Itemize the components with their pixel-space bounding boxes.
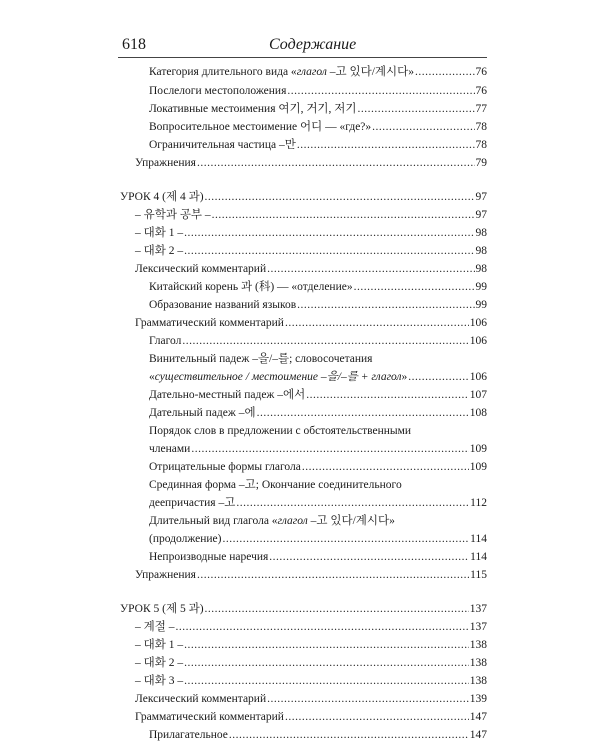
toc-entry-label: «существительное / местоимение –을/–를 + глагол»: [149, 371, 408, 383]
dot-leader: [229, 729, 469, 742]
toc-entry: [149, 121, 487, 134]
toc-entry: [149, 551, 487, 564]
dot-leader: [184, 227, 474, 240]
dot-leader: [269, 551, 469, 564]
dot-leader: [408, 371, 468, 384]
toc-entry-label: Лексический комментарий: [135, 693, 267, 705]
toc-entry-page: 138: [469, 657, 487, 669]
toc-entry-label: Ограничительная частица –만: [149, 139, 296, 151]
dot-leader: [222, 533, 469, 546]
dot-leader: [267, 693, 469, 706]
toc-entry-page: 97: [475, 209, 487, 221]
toc-entry-label: Китайский корень 과 (科) — «отделение»: [149, 281, 353, 293]
toc-entry: [149, 281, 487, 294]
dot-leader: [372, 121, 474, 134]
toc-entry-label: Лексический комментарий: [135, 263, 267, 275]
toc-entry: [135, 569, 487, 582]
toc-entry-label-line1: Винительный падеж –을/–를; словосочетания: [149, 353, 373, 365]
dot-leader: [205, 603, 469, 616]
toc-entry-label: деепричастия –고: [149, 497, 236, 509]
toc-entry-page: 139: [469, 693, 487, 705]
toc-entry: [135, 639, 487, 652]
toc-entry-page: 115: [470, 569, 487, 581]
toc-entry: [149, 407, 487, 420]
dot-leader: [415, 66, 474, 79]
toc-entry: [149, 461, 487, 474]
toc-entry: [149, 335, 487, 348]
toc-entry-label: – 대화 3 –: [135, 675, 184, 687]
toc-entry-page: 106: [469, 371, 487, 383]
toc-entry: [135, 317, 487, 330]
toc-entry-page: 99: [475, 299, 487, 311]
dot-leader: [297, 139, 475, 152]
toc-entry: [135, 621, 487, 634]
toc-entry: [135, 209, 487, 222]
toc-entry: [120, 603, 487, 616]
toc-entry-page: 76: [475, 66, 487, 78]
dot-leader: [257, 407, 469, 420]
toc-entry-label: – 대화 1 –: [135, 227, 184, 239]
toc-entry-label: Грамматический комментарий: [135, 711, 284, 723]
toc-entry-page: 78: [475, 121, 487, 133]
toc-entry: [149, 353, 487, 384]
toc-entry-page: 98: [475, 263, 487, 275]
toc-entry-label: – 대화 1 –: [135, 639, 184, 651]
toc-entry: [135, 675, 487, 688]
toc-entry: [135, 245, 487, 258]
dot-leader: [236, 497, 469, 510]
toc-entry-page: 79: [475, 157, 487, 169]
dot-leader: [267, 263, 474, 276]
dot-leader: [184, 639, 469, 652]
toc-entry-label-line1: Порядок слов в предложении с обстоятельственными: [149, 425, 412, 437]
toc-entry-page: 98: [475, 227, 487, 239]
toc-entry: [149, 479, 487, 510]
toc-entry-label: Вопросительное местоимение 어디 — «где?»: [149, 121, 372, 133]
toc-entry-page: 97: [475, 191, 487, 203]
toc-entry-page: 77: [475, 103, 487, 115]
toc-entry-label: – 대화 2 –: [135, 657, 184, 669]
toc-entry-page: 147: [469, 711, 487, 723]
dot-leader: [184, 657, 469, 670]
dot-leader: [175, 621, 468, 634]
toc-entry-label: Упражнения: [135, 569, 196, 581]
toc-entry-label: Дательно-местный падеж –에서: [149, 389, 306, 401]
toc-entry-label: Образование названий языков: [149, 299, 297, 311]
dot-leader: [212, 209, 475, 222]
toc-entry-page: 78: [475, 139, 487, 151]
toc-entry-page: 107: [469, 389, 487, 401]
toc-entry-label-line1: Длительный вид глагола «глагол –고 있다/계시다»: [149, 515, 395, 527]
toc-entry: [135, 657, 487, 670]
toc-entry-label: УРОК 5 (제 5 과): [120, 603, 204, 615]
dot-leader: [205, 191, 475, 204]
toc-entry-label: Категория длительного вида «глагол –고 있다/계시다»: [149, 66, 415, 78]
dot-leader: [302, 461, 469, 474]
toc-entry: [135, 263, 487, 276]
dot-leader: [184, 675, 469, 688]
dot-leader: [285, 711, 469, 724]
toc-entry: [149, 139, 487, 152]
toc-entry-label: УРОК 4 (제 4 과): [120, 191, 204, 203]
toc-entry-label: Дательный падеж –에: [149, 407, 256, 419]
toc-entry-page: 138: [469, 675, 487, 687]
toc-entry-page: 147: [469, 729, 487, 741]
toc-entry: [120, 191, 487, 204]
toc-entry-page: 106: [469, 335, 487, 347]
dot-leader: [182, 335, 468, 348]
dot-leader: [285, 317, 469, 330]
toc-entry-page: 109: [469, 443, 487, 455]
toc-entry-label: Локативные местоимения 여기, 거기, 저기: [149, 103, 357, 115]
toc-entry: [149, 729, 487, 742]
toc-entry: [149, 85, 487, 98]
page-number: 618: [122, 36, 146, 53]
dot-leader: [354, 281, 475, 294]
toc-entry-label: Грамматический комментарий: [135, 317, 284, 329]
toc-entry: [135, 227, 487, 240]
toc-entry: [149, 299, 487, 312]
toc-entry-label: Упражнения: [135, 157, 196, 169]
toc-entry-page: 106: [469, 317, 487, 329]
toc-entry-label: (продолжение): [149, 533, 222, 545]
toc-entry-page: 138: [469, 639, 487, 651]
toc-entry-label: членами: [149, 443, 191, 455]
toc-entry: [149, 425, 487, 456]
toc-entry-label: Отрицательные формы глагола: [149, 461, 301, 473]
dot-leader: [306, 389, 469, 402]
dot-leader: [191, 443, 468, 456]
toc-entry-page: 108: [469, 407, 487, 419]
toc-entry-label: – 대화 2 –: [135, 245, 184, 257]
toc-entry: [149, 515, 487, 546]
dot-leader: [358, 103, 475, 116]
toc-entry: [135, 711, 487, 724]
toc-entry-label: Прилагательное: [149, 729, 228, 741]
toc-entry: [135, 693, 487, 706]
toc-entry-page: 76: [475, 85, 487, 97]
toc-entry-page: 112: [470, 497, 487, 509]
toc-entry-label: – 유학과 공부 –: [135, 209, 211, 221]
toc-entry-label: Послелоги местоположения: [149, 85, 287, 97]
toc-entry-page: 114: [470, 551, 487, 563]
toc-entry-label: – 계절 –: [135, 621, 175, 633]
toc-entry-page: 137: [469, 603, 487, 615]
dot-leader: [287, 85, 474, 98]
dot-leader: [197, 157, 475, 170]
toc-entry: [149, 103, 487, 116]
toc-entry-page: 98: [475, 245, 487, 257]
toc-entry: [149, 389, 487, 402]
toc-entry-page: 99: [475, 281, 487, 293]
toc-entry: [149, 66, 487, 79]
toc-entry-page: 137: [469, 621, 487, 633]
dot-leader: [197, 569, 469, 582]
dot-leader: [184, 245, 474, 258]
toc-entry: [135, 157, 487, 170]
dot-leader: [297, 299, 474, 312]
running-head: Содержание: [269, 36, 357, 53]
toc-entry-page: 109: [469, 461, 487, 473]
toc-entry-label: Непроизводные наречия: [149, 551, 269, 563]
toc-entry-label: Глагол: [149, 335, 182, 347]
toc-entry-label-line1: Срединная форма –고; Окончание соединительного: [149, 479, 402, 491]
toc-entry-page: 114: [470, 533, 487, 545]
